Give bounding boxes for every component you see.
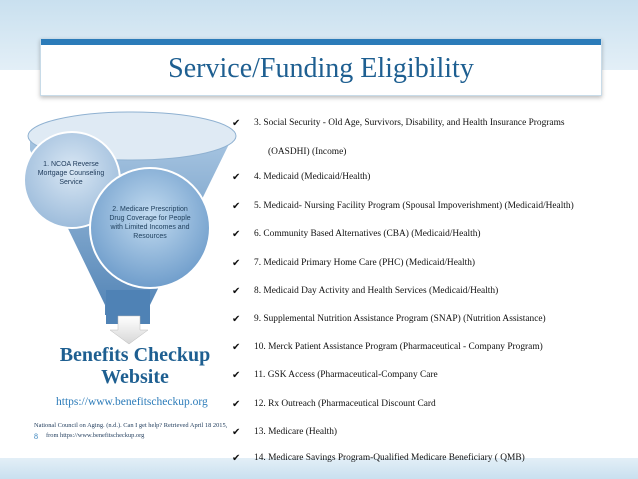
circle-1-label: 1. NCOA Reverse Mortgage Counseling Service [37, 161, 105, 186]
check-icon: ✔ [232, 258, 241, 269]
list-item-label: 14. Medicare Savings Program-Qualified Medicare Beneficiary ( QMB) [254, 453, 525, 463]
citation [34, 421, 244, 441]
list-item-label: 4. Medicaid (Medicaid/Health) [254, 172, 371, 182]
list-item-label: 10. Merck Patient Assistance Program (Pharmaceutical - Company Program) [254, 342, 543, 352]
list-item [232, 172, 632, 183]
check-icon: ✔ [232, 286, 241, 297]
list-item-label: 7. Medicaid Primary Home Care (PHC) (Medicaid/Health) [254, 258, 476, 268]
check-icon: ✔ [232, 314, 241, 325]
check-icon: ✔ [232, 453, 241, 464]
list-item-label: 3. Social Security - Old Age, Survivors, Disability, and Health Insurance Programs [254, 118, 565, 128]
list-item [232, 427, 632, 438]
benefits-title-line2: Website [101, 366, 169, 388]
slide-number: 8 [34, 432, 38, 441]
citation-line1: National Council on Aging. (n.d.). Can I get help? Retrieved April 18 2015, [34, 422, 228, 429]
list-item-label: 11. GSK Access (Pharmaceutical-Company Care [254, 370, 438, 380]
title-accent-bar [41, 39, 601, 45]
list-item [232, 370, 632, 381]
list-item [232, 286, 632, 297]
list-item-label: 8. Medicaid Day Activity and Health Services (Medicaid/Health) [254, 286, 499, 296]
check-icon: ✔ [232, 118, 241, 129]
list-item-label: 13. Medicare (Health) [254, 427, 338, 437]
check-icon: ✔ [232, 370, 241, 381]
list-item [232, 399, 632, 410]
check-icon: ✔ [232, 172, 241, 183]
check-icon: ✔ [232, 399, 241, 410]
benefits-link[interactable]: https://www.benefitscheckup.org [56, 396, 208, 408]
list-item [232, 229, 632, 240]
list-item [232, 453, 632, 464]
benefits-title-line1: Benefits Checkup [59, 344, 211, 366]
check-icon: ✔ [232, 427, 241, 438]
circle-2-label: 2. Medicare Prescription Drug Coverage for People with Limited Incomes and Resources [109, 206, 191, 240]
list-item-label: 6. Community Based Alternatives (CBA) (Medicaid/Health) [254, 229, 481, 239]
check-icon: ✔ [232, 229, 241, 240]
list-item [232, 118, 632, 129]
citation-line2: from https://www.benefitscheckup.org [46, 432, 145, 439]
list-item-label: 5. Medicaid- Nursing Facility Program (Spousal Impoverishment) (Medicaid/Health) [254, 201, 574, 211]
list-item-continuation: (OASDHI) (Income) [268, 147, 347, 157]
check-icon: ✔ [232, 342, 241, 353]
eligibility-list [232, 118, 632, 129]
check-icon: ✔ [232, 201, 241, 212]
slide-title: Service/Funding Eligibility [168, 53, 474, 84]
list-item-label: 9. Supplemental Nutrition Assistance Program (SNAP) (Nutrition Assistance) [254, 314, 546, 324]
list-item [232, 258, 632, 269]
title-box [40, 38, 602, 96]
list-item [232, 314, 632, 325]
list-item [232, 342, 632, 353]
benefits-title [40, 344, 230, 388]
list-item-label: 12. Rx Outreach (Pharmaceutical Discount Card [254, 399, 436, 409]
list-item [232, 201, 632, 212]
